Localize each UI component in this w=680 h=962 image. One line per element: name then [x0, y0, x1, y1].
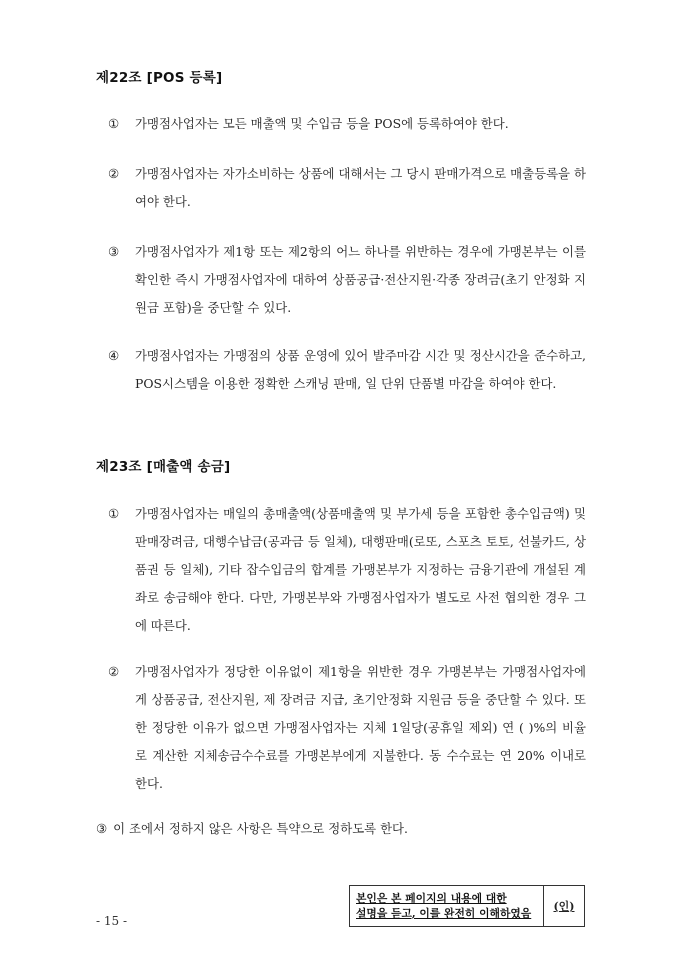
item-text: 가맹점사업자는 모든 매출액 및 수입금 등을 POS에 등록하여야 한다.	[135, 116, 509, 131]
article-22-item-1	[108, 110, 586, 138]
article-23-item-1	[108, 500, 586, 640]
article-23-item-3	[96, 815, 408, 843]
item-text: 가맹점사업자는 자가소비하는 상품에 대해서는 그 당시 판매가격으로 매출등록을 하여야 한다.	[135, 166, 586, 209]
item-marker: ①	[108, 506, 120, 521]
item-marker: ③	[108, 244, 120, 259]
article-23-heading: 제23조 [매출액 송금]	[96, 459, 231, 475]
article-22-item-2	[108, 160, 586, 216]
item-marker: ②	[108, 664, 120, 679]
confirmation-line-1: 본인은 본 페이지의 내용에 대한	[356, 892, 507, 905]
confirmation-box	[349, 885, 585, 927]
confirmation-statement	[350, 886, 543, 926]
item-text: 가맹점사업자는 가맹점의 상품 운영에 있어 발주마감 시간 및 정산시간을 준수하고, POS시스템을 이용한 정확한 스캐닝 판매, 일 단위 단품별 마감을 하여야 한다.	[135, 348, 586, 391]
item-marker: ②	[108, 166, 120, 181]
item-marker: ③	[96, 821, 108, 836]
item-text: 이 조에서 정하지 않은 사항은 특약으로 정하도록 한다.	[113, 821, 408, 836]
article-23-item-2	[108, 658, 586, 798]
page-number: - 15 -	[96, 914, 128, 928]
item-marker: ①	[108, 116, 120, 131]
item-text: 가맹점사업자가 정당한 이유없이 제1항을 위반한 경우 가맹본부는 가맹점사업자에게 상품공급, 전산지원, 제 장려금 지급, 초기안정화 지원금 등을 중단할 수 있다. 또한 정당한 이유가 없으면 가맹점사업자는 지체 1일당(공휴일 제외) 연 ( )%의 비율로 계산한 지체송금수수료를 가맹본부에게 지불한다. 동 수수료는 연 20% 이내로 한다.	[135, 664, 586, 791]
article-22-item-3	[108, 238, 586, 322]
article-22-item-4	[108, 342, 586, 398]
article-22-heading: 제22조 [POS 등록]	[96, 70, 223, 86]
item-text: 가맹점사업자가 제1항 또는 제2항의 어느 하나를 위반하는 경우에 가맹본부는 이를 확인한 즉시 가맹점사업자에 대하여 상품공급·전산지원·각종 장려금(초기 안정화 지원금 포함)을 중단할 수 있다.	[135, 244, 586, 315]
seal-field[interactable]: (인)	[543, 886, 584, 926]
confirmation-line-2: 설명을 듣고, 이를 완전히 이해하였음	[356, 907, 532, 920]
item-text: 가맹점사업자는 매일의 총매출액(상품매출액 및 부가세 등을 포함한 총수입금액) 및 판매장려금, 대행수납금(공과금 등 일체), 대행판매(로또, 스포츠 토토, 선불카드, 상품권 등 일체), 기타 잡수입금의 합계를 가맹본부가 지정하는 금융기관에 개설된 계좌로 송금해야 한다. 다만, 가맹본부와 가맹점사업자가 별도로 사전 협의한 경우 그에 따른다.	[135, 506, 586, 633]
item-marker: ④	[108, 348, 120, 363]
